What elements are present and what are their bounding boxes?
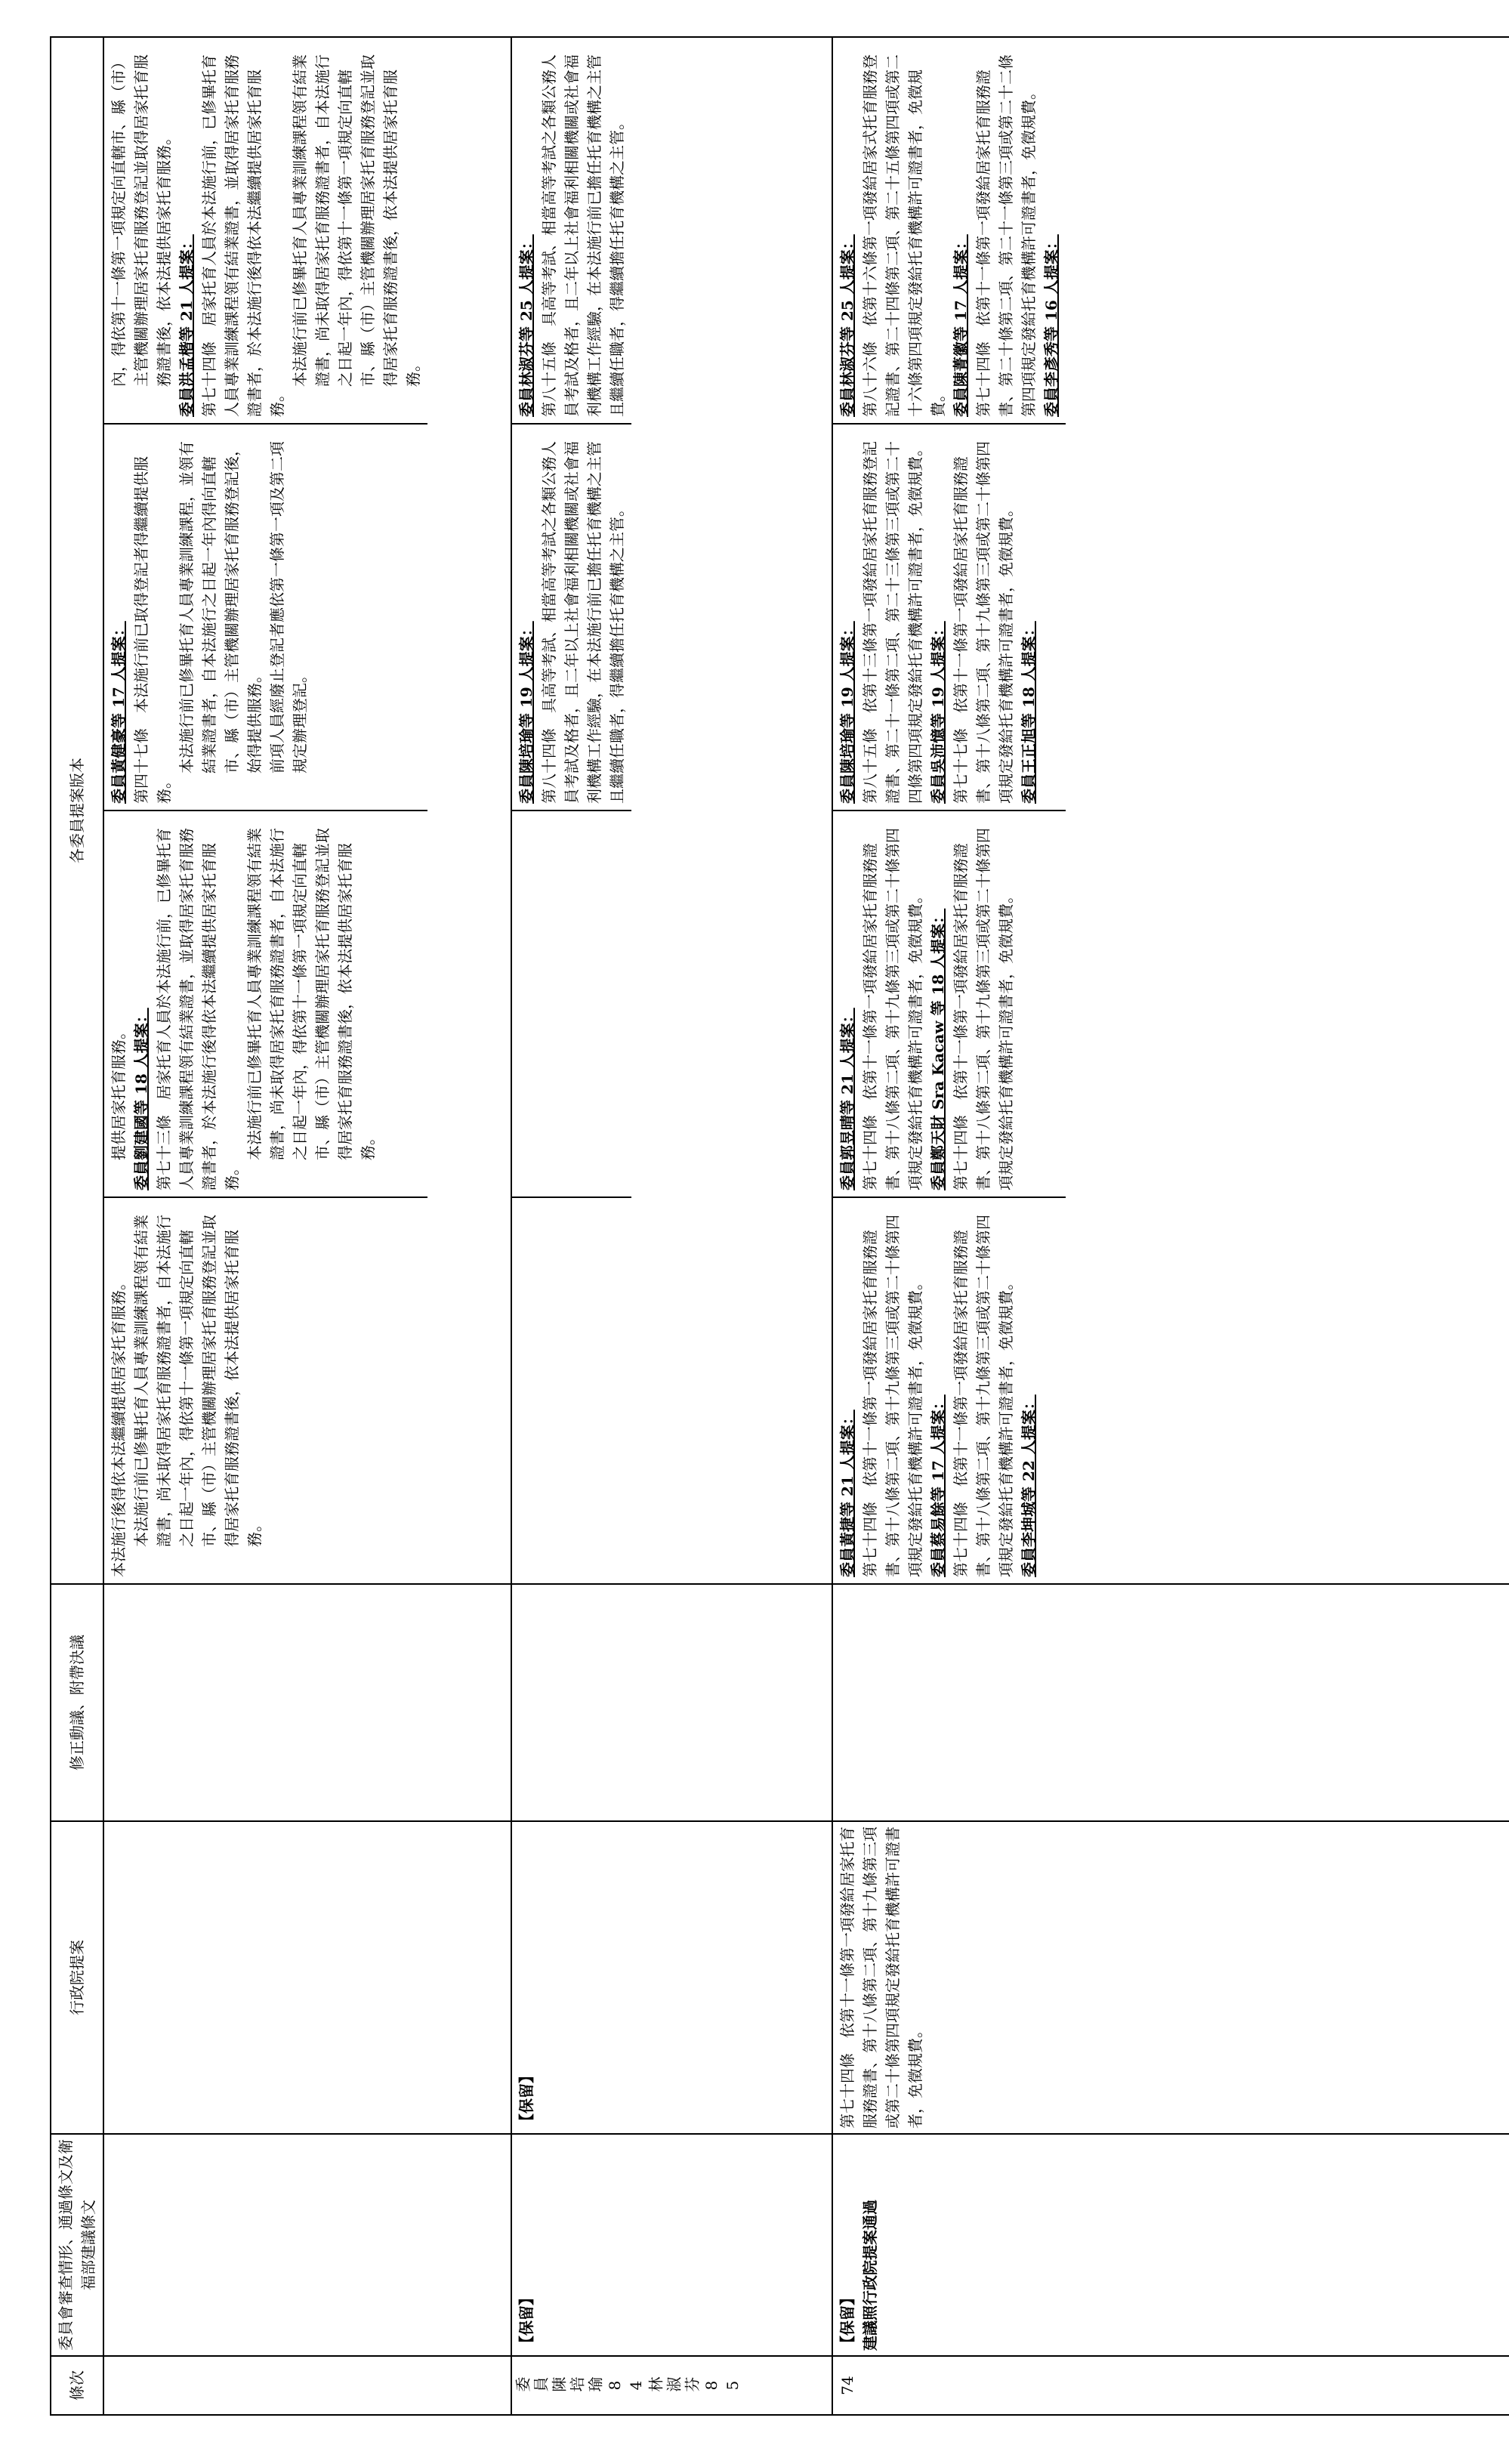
proposal-text: 提供居家托育服務。 bbox=[110, 1024, 128, 1160]
row1-proposal-col-1 bbox=[104, 1198, 427, 1583]
header-row bbox=[51, 37, 103, 2415]
reserved-tag: 【保留】 bbox=[517, 2290, 535, 2351]
header-exec: 行政院提案 bbox=[51, 1821, 103, 2134]
proposal-author: 委員蔡易餘等 17 人提案： bbox=[929, 1394, 947, 1577]
proposal-author: 委員郭昱晴等 21 人提案： bbox=[838, 1008, 856, 1190]
exec-proposal-text: 第七十四條 依第十一條第一項發給居家托育服務證書、第十八條第二項、第十九條第三項或第二十條第四項規定發給托育機構許可證書者，免徵規費。 bbox=[838, 1826, 924, 2129]
header-proposals: 各委員提案版本 bbox=[51, 37, 103, 1584]
proposal-text: 第七十四條 依第十一條第一項發給居家托育服務證書、第十八條第二項、第十九條第三項或第二十條第四項規定發給托育機構許可證書者，免徵規費。 bbox=[952, 1215, 1015, 1577]
row2-review bbox=[511, 2134, 832, 2356]
proposal-text: 第七十三條 居家托育人員於本法施行前，已修畢托育人員專業訓練課程領有結業證書，並取得居家托育服務證書者，於本法施行後得依本法繼續提供居家托育服務。 bbox=[155, 828, 241, 1190]
row1-no bbox=[103, 2356, 511, 2415]
proposal-text: 本法施行前已修畢托育人員專業訓練課程領有結業證書，尚未取得居家托育服務證書者，自本法施行之日起一年內，得依第十一條第一項規定向直轄市、縣（市）主管機關辦理居家托育服務登記並取得居家托育服務證書後，依本法提供居家托育服務。 bbox=[245, 828, 377, 1160]
row1-proposal-col-4 bbox=[104, 38, 427, 425]
proposal-text: 第八十四條 具高等考試、相當高等考試之各類公務人員考試及格者，且二年以上社會福利相關機關或社會福利機構工作經驗，在本法施行前已擔任托育機構之主管且繼續任職者，得繼續擔任托育機構之主管。 bbox=[540, 441, 626, 804]
row2-proposals bbox=[511, 37, 832, 1584]
row2-no-text: 委員陳培瑜84林淑芬85 bbox=[515, 2376, 745, 2395]
row3-proposal-col-4 bbox=[833, 38, 1066, 425]
proposal-text: 本法施行前已修畢托育人員專業訓練課程領有結業證書，尚未取得居家托育服務證書者，自本法施行之日起一年內，得依第十一條第一項規定向直轄市、縣（市）主管機關辦理居家托育服務登記並取得居家托育服務證書後，依本法提供居家托育服務。 bbox=[291, 54, 422, 387]
row1-motion bbox=[103, 1584, 511, 1821]
row2-proposal-col-1 bbox=[512, 1198, 631, 1583]
proposal-author: 委員王正旭等 18 人提案： bbox=[1020, 621, 1038, 804]
row2-motion bbox=[511, 1584, 832, 1821]
proposal-author: 委員李彥秀等 16 人提案： bbox=[1042, 234, 1060, 417]
proposal-author: 委員陳培瑜等 19 人提案： bbox=[517, 621, 535, 804]
proposal-author: 委員林淑芬等 25 人提案： bbox=[517, 234, 535, 417]
reserved-tag: 【保留】 bbox=[517, 2068, 535, 2129]
proposal-author: 委員陳菁徽等 17 人提案： bbox=[952, 234, 970, 417]
row3-review bbox=[832, 2134, 1509, 2356]
proposal-text: 本法施行前已修畢托育人員專業訓練課程領有結業證書，尚未取得居家托育服務證書者，自本法施行之日起一年內，得依第十一條第一項規定向直轄市、縣（市）主管機關辦理居家托育服務登記並取得居家托育服務證書後，依本法提供居家托育服務。 bbox=[132, 1215, 264, 1547]
row2-proposal-col-3 bbox=[512, 425, 631, 811]
proposal-author: 委員黃健豪等 17 人提案： bbox=[110, 621, 128, 804]
row3-proposals bbox=[832, 37, 1509, 1584]
row3-exec bbox=[832, 1821, 1509, 2134]
row2-exec bbox=[511, 1821, 832, 2134]
proposal-text: 第七十四條 居家托育人員於本法施行前，已修畢托育人員專業訓練課程領有結業證書，並取得居家托育服務證書者，於本法施行後得依本法繼續提供居家托育服務。 bbox=[200, 54, 286, 417]
proposal-text: 內，得依第十一條第一項規定向直轄市、縣（市）主管機關辦理居家托育服務登記並取得居家托育服務證書後，依本法提供居家托育服務。 bbox=[110, 54, 173, 387]
comparison-table bbox=[50, 36, 1509, 2416]
table-row bbox=[511, 37, 832, 2415]
reserved-tag: 【保留】 bbox=[838, 2290, 856, 2351]
row1-proposal-col-3 bbox=[104, 425, 427, 811]
proposal-author: 委員吳沛憶等 19 人提案： bbox=[929, 621, 947, 804]
row2-no bbox=[511, 2356, 832, 2415]
proposal-text: 第八十六條 依第十六條第一項發給居家式托育服務登記證書、第二十四條第二項、第二十五條第四項或第二十六條第四項規定發給托育機構許可證書者，免徵規費。 bbox=[861, 54, 947, 417]
header-no: 條次 bbox=[51, 2356, 103, 2415]
proposal-text: 第八十五條 具高等考試、相當高等考試之各類公務人員考試及格者，且二年以上社會福利相關機關或社會福利機構工作經驗，在本法施行前已擔任托育機構之主管且繼續任職者，得繼續擔任托育機構之主管。 bbox=[540, 54, 626, 417]
row3-no: 74 bbox=[832, 2356, 1509, 2415]
proposal-text: 本法施行後得依本法繼續提供居家托育服務。 bbox=[110, 1275, 128, 1577]
row3-proposal-col-2 bbox=[833, 811, 1066, 1198]
proposal-text: 第四十七條 本法施行前已取得登記者得繼續提供服務。 bbox=[132, 456, 173, 804]
proposal-text: 第七十四條 依第十一條第一項發給居家托育服務證書、第十八條第二項、第十九條第三項或第二十條第四項規定發給托育機構許可證書者，免徵規費。 bbox=[861, 1215, 924, 1577]
row3-proposal-col-1 bbox=[833, 1198, 1066, 1583]
proposal-text: 第七十七條 依第十一條第一項發給居家托育服務證書、第十八條第二項、第十九條第三項或第二十條第四項規定發給托育機構許可證書者，免徵規費。 bbox=[952, 441, 1015, 804]
row1-review bbox=[103, 2134, 511, 2356]
table-row bbox=[832, 37, 1509, 2415]
proposal-text: 第七十四條 依第十一條第一項發給居家托育服務證書、第十八條第二項、第十九條第三項或第二十條第四項規定發給托育機構許可證書者，免徵規費。 bbox=[952, 828, 1015, 1190]
proposal-text: 第七十四條 依第十一條第一項發給居家托育服務證書、第二十條第二項、第二十一條第三項或第二十二條第四項規定發給托育機構許可證書者，免徵規費。 bbox=[974, 54, 1038, 417]
row1-exec bbox=[103, 1821, 511, 2134]
table-row bbox=[103, 37, 511, 2415]
proposal-author: 委員鄭天財 Sra Kacaw 等 18 人提案： bbox=[929, 908, 947, 1190]
row2-proposal-col-4 bbox=[512, 38, 631, 425]
proposal-author: 委員陳培瑜等 19 人提案： bbox=[838, 621, 856, 804]
proposal-text: 第七十四條 依第十一條第一項發給居家托育服務證書、第十八條第二項、第十九條第三項或第二十條第四項規定發給托育機構許可證書者，免徵規費。 bbox=[861, 828, 924, 1190]
row3-proposal-col-3 bbox=[833, 425, 1066, 811]
proposal-author: 委員洪孟楷等 21 人提案： bbox=[177, 234, 196, 417]
proposal-author: 委員劉建國等 18 人提案： bbox=[132, 1008, 150, 1190]
proposal-author: 委員黃捷等 21 人提案： bbox=[838, 1410, 856, 1577]
proposal-text: 前項人員經廢止登記者應依第一條第一項及第二項規定辦理登記。 bbox=[268, 441, 309, 773]
proposal-author: 委員林淑芬等 25 人提案： bbox=[838, 234, 856, 417]
proposal-author: 委員李坤城等 22 人提案： bbox=[1020, 1394, 1038, 1577]
review-recommendation: 建議照行政院提案通過 bbox=[861, 2200, 879, 2351]
row1-proposal-col-2 bbox=[104, 811, 427, 1198]
header-motion: 修正動議、附帶決議 bbox=[51, 1584, 103, 1821]
row3-motion bbox=[832, 1584, 1509, 1821]
row2-proposal-col-2 bbox=[512, 811, 631, 1198]
proposal-text: 第八十五條 依第十三條第一項發給居家托育服務登記證書、第二十一條第二項、第二十三條第三項或第二十四條第四項規定發給托育機構許可證書者，免徵規費。 bbox=[861, 441, 924, 804]
row1-proposals bbox=[103, 37, 511, 1584]
proposal-text: 本法施行前已修畢托育人員專業訓練課程，並領有結業證書者，自本法施行之日起一年內得向直轄市、縣（市）主管機關辦理居家托育服務登記後，始得提供服務。 bbox=[177, 441, 264, 773]
header-review: 委員會審查情形、通過條文及衛福部建議條文 bbox=[51, 2134, 103, 2356]
